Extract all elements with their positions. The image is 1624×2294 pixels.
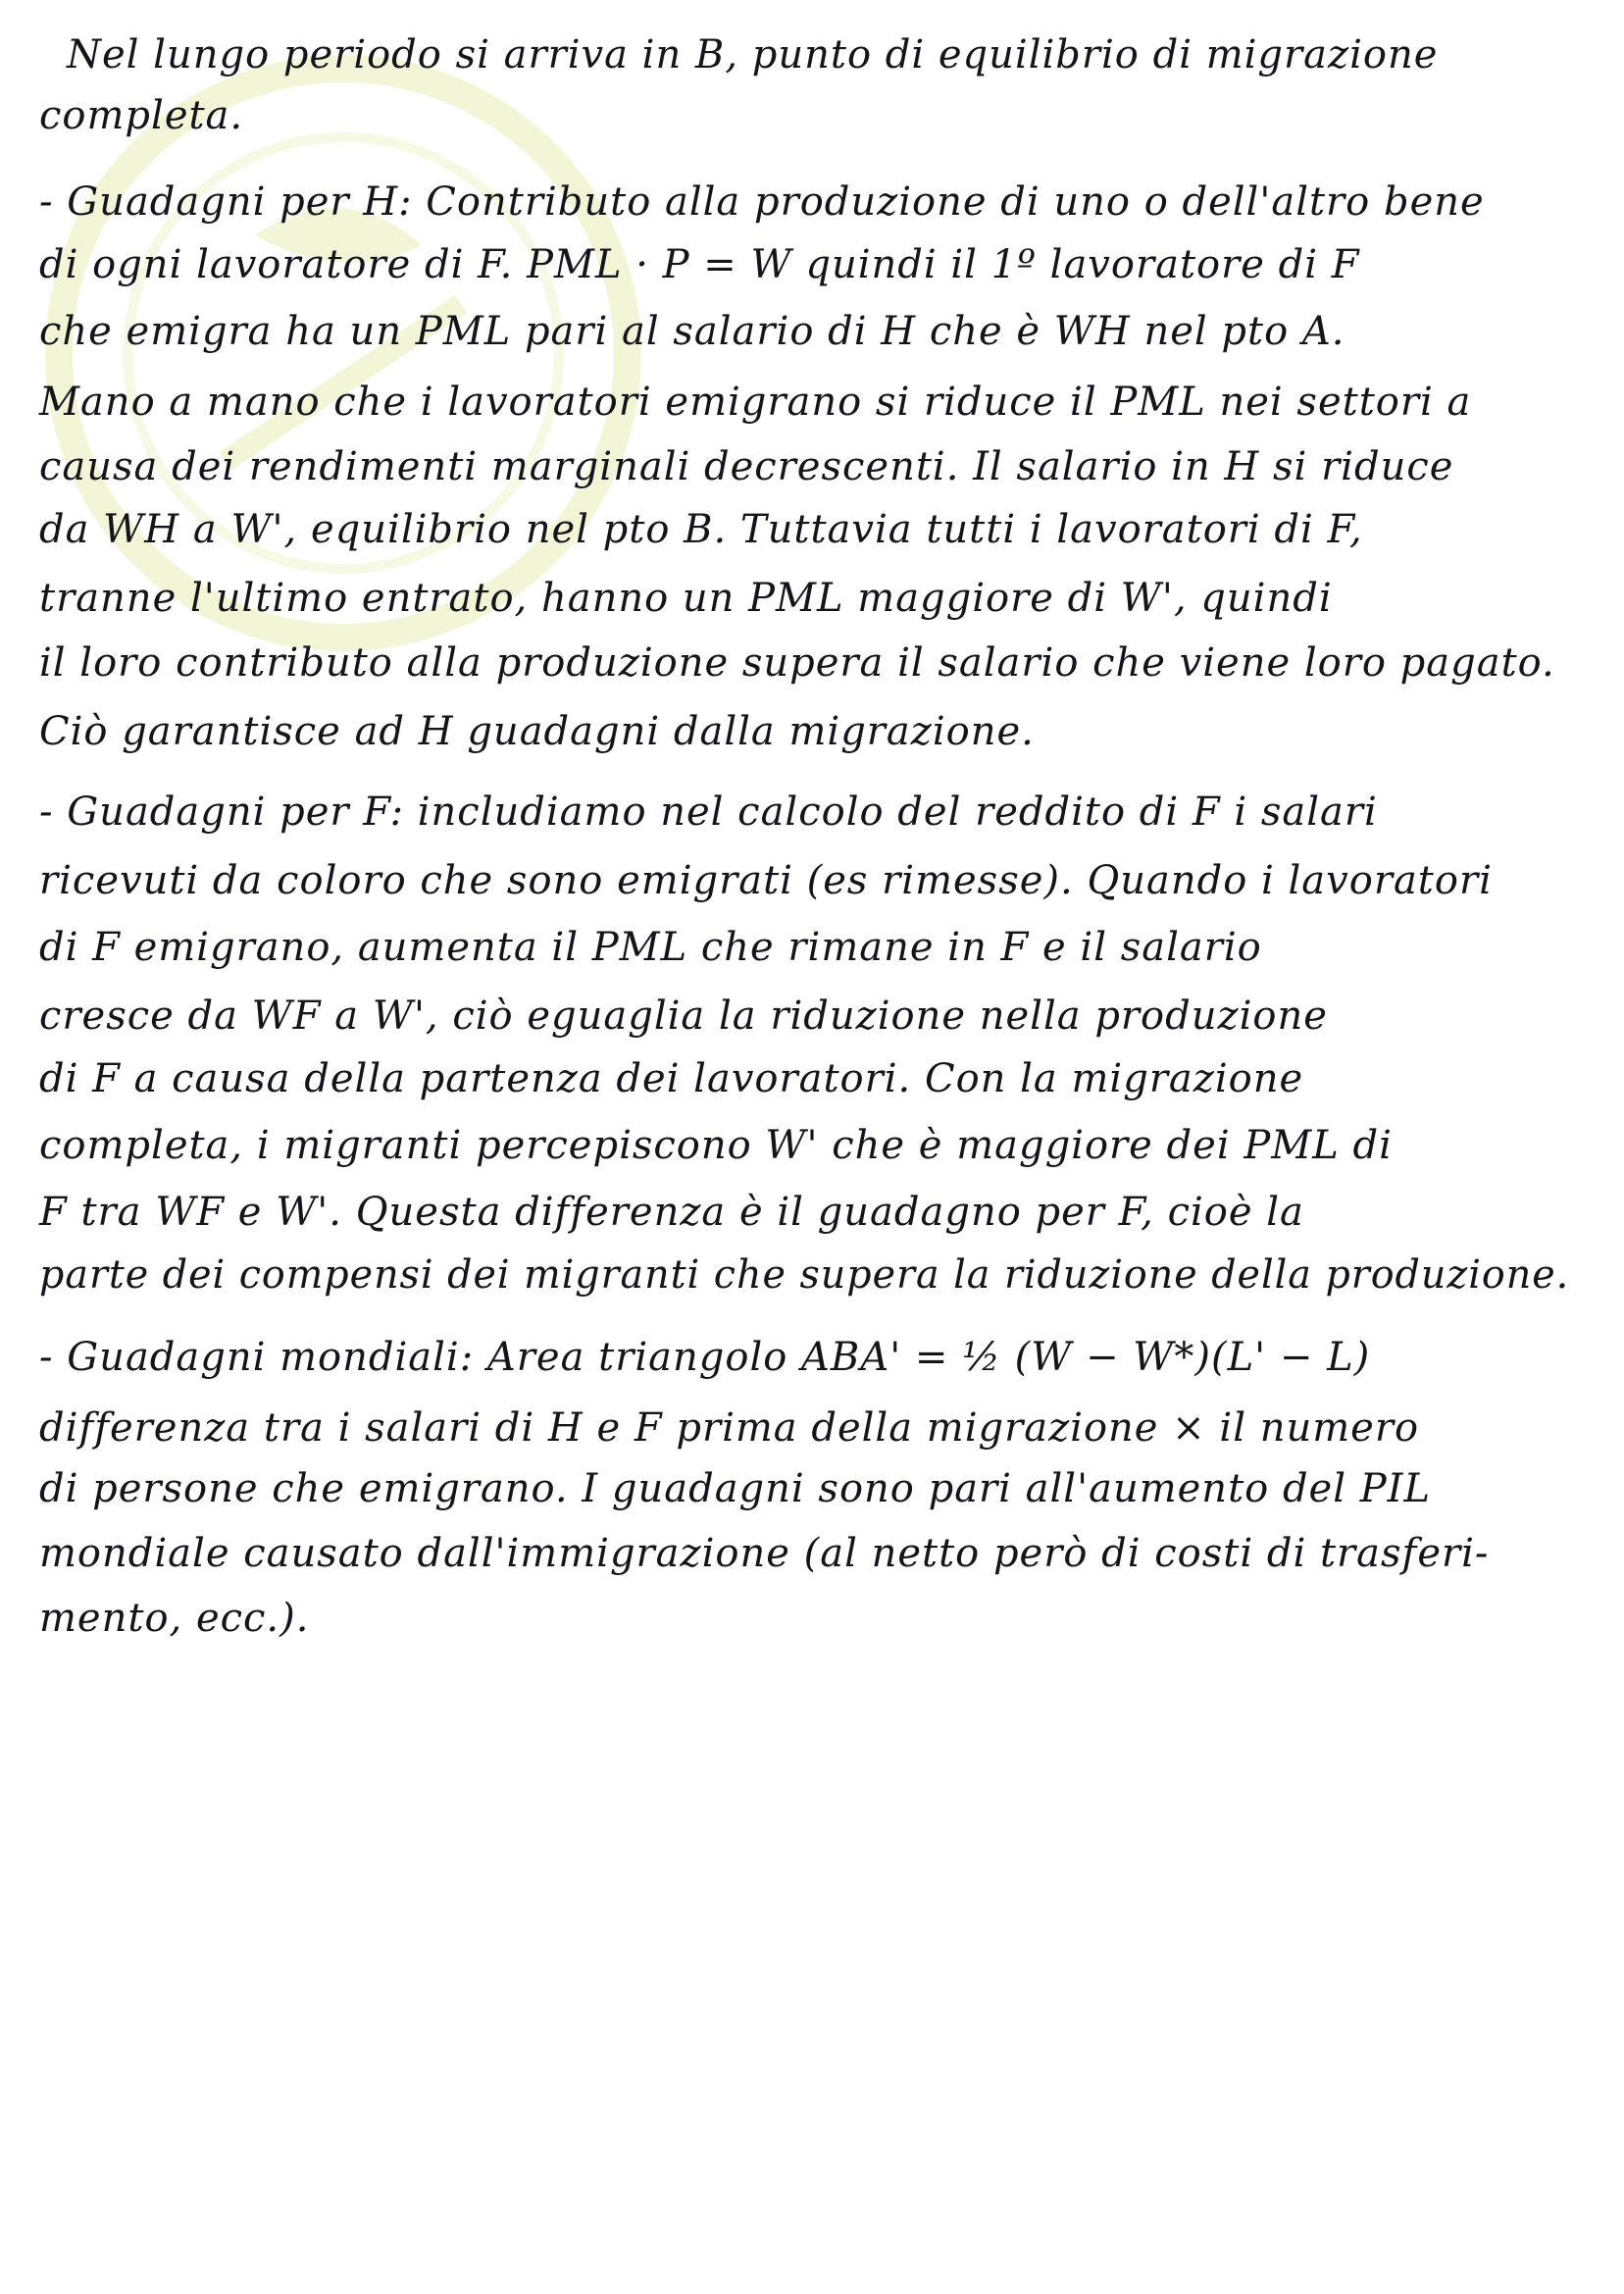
note-line: di F emigrano, aumenta il PML che rimane in F e il salario xyxy=(39,925,1262,970)
note-line: tranne l'ultimo entrato, hanno un PML maggiore di W', quindi xyxy=(39,576,1333,621)
note-line: mondiale causato dall'immigrazione (al netto però di costi di trasferi- xyxy=(39,1531,1490,1576)
note-line: Nel lungo periodo si arriva in B, punto di equilibrio di migrazione xyxy=(67,32,1439,77)
note-line: da WH a W', equilibrio nel pto B. Tuttavia tutti i lavoratori di F, xyxy=(39,507,1363,552)
note-line: di persone che emigrano. I guadagni sono pari all'aumento del PIL xyxy=(39,1466,1432,1511)
note-line: ricevuti da coloro che sono emigrati (es rimesse). Quando i lavoratori xyxy=(39,858,1493,903)
note-line: completa, i migranti percepiscono W' che è maggiore dei PML di xyxy=(39,1123,1393,1168)
note-line: che emigra ha un PML pari al salario di H che è WH nel pto A. xyxy=(39,309,1345,354)
note-line: mento, ecc.). xyxy=(39,1596,310,1641)
note-line: - Guadagni mondiali: Area triangolo ABA' = ½ (W − W*)(L' − L) xyxy=(39,1335,1371,1380)
note-line: il loro contributo alla produzione supera il salario che viene loro pagato. xyxy=(39,640,1555,686)
note-line: di F a causa della partenza dei lavoratori. Con la migrazione xyxy=(39,1056,1304,1101)
note-line: Mano a mano che i lavoratori emigrano si riduce il PML nei settori a xyxy=(39,380,1472,425)
note-line: Ciò garantisce ad H guadagni dalla migrazione. xyxy=(39,709,1035,754)
note-line: F tra WF e W'. Questa differenza è il guadagno per F, cioè la xyxy=(39,1190,1304,1235)
note-line: - Guadagni per H: Contributo alla produzione di uno o dell'altro bene xyxy=(39,179,1485,225)
note-line: parte dei compensi dei migranti che supera la riduzione della produzione. xyxy=(39,1252,1570,1298)
note-line: differenza tra i salari di H e F prima della migrazione × il numero xyxy=(39,1405,1420,1451)
note-line: completa. xyxy=(39,93,244,138)
note-line: - Guadagni per F: includiamo nel calcolo del reddito di F i salari xyxy=(39,790,1378,835)
note-line: cresce da WF a W', ciò eguaglia la riduzione nella produzione xyxy=(39,994,1328,1039)
note-line: causa dei rendimenti marginali decrescenti. Il salario in H si riduce xyxy=(39,444,1454,489)
note-line: di ogni lavoratore di F. PML · P = W quindi il 1º lavoratore di F xyxy=(39,242,1360,287)
